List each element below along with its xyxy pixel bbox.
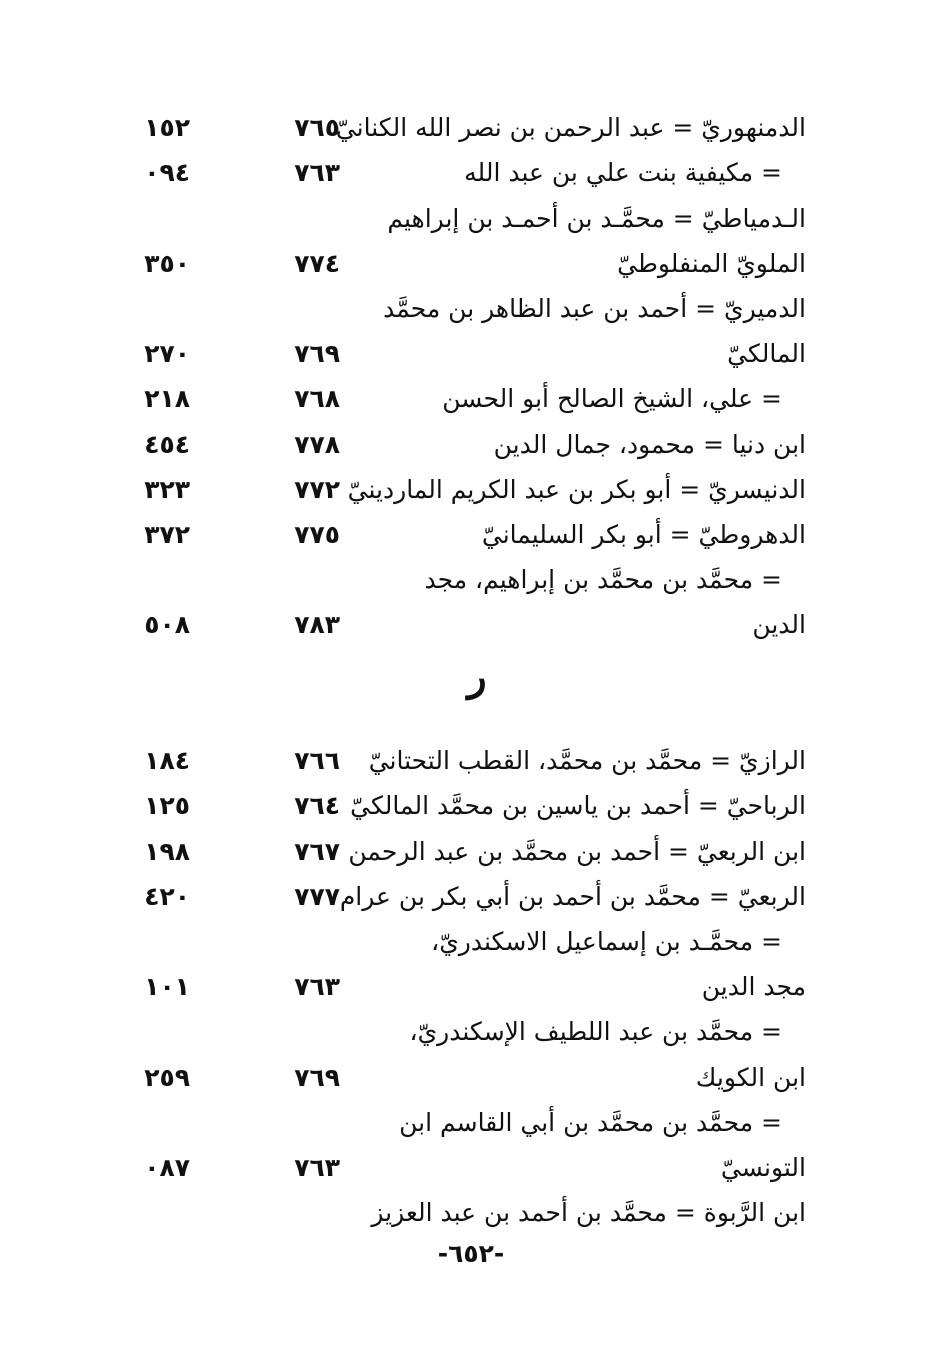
death-year: ٧٦٣ (294, 972, 340, 1001)
death-year: ٧٦٩ (294, 339, 340, 368)
index-entry (0, 106, 942, 150)
index-entry-continuation (0, 1056, 942, 1100)
entry-name: ابن الكويك (695, 1063, 806, 1092)
death-year: ٧٧٧ (294, 882, 340, 911)
entry-name: الدميريّ = أحمد بن عبد الظاهر بن محمَّد (383, 294, 806, 323)
page-number: -٦٥٢- (437, 1239, 505, 1268)
index-entry (0, 287, 942, 331)
entry-name: الرازيّ = محمَّد بن محمَّد، القطب التحتانيّ (368, 746, 806, 775)
entry-name: ابن الربعيّ = أحمد بن محمَّد بن عبد الرحمن (348, 837, 806, 866)
page-ref: ٤٥٤ (144, 430, 190, 459)
entry-name: = علي، الشيخ الصالح أبو الحسن (442, 384, 782, 413)
entry-name: الدمنهوريّ = عبد الرحمن بن نصر الله الكنانيّ (335, 113, 806, 142)
index-entry (0, 1191, 942, 1235)
entry-name: ابن الرَّبوة = محمَّد بن أحمد بن عبد العزيز (371, 1198, 806, 1227)
index-entry (0, 558, 942, 602)
index-entry (0, 377, 942, 421)
index-entry (0, 513, 942, 557)
entry-name: = محمَّد بن محمَّد بن أبي القاسم ابن (399, 1108, 782, 1137)
death-year: ٧٦٣ (294, 158, 340, 187)
page-ref: ٤٢٠ (144, 882, 190, 911)
entry-name: = مكيفية بنت علي بن عبد الله (464, 158, 782, 187)
entry-name: = محمَّـد بن إسماعيل الاسكندريّ، (431, 927, 782, 956)
entry-name: المالكيّ (727, 339, 806, 368)
index-entry (0, 830, 942, 874)
death-year: ٧٧٨ (294, 430, 340, 459)
death-year: ٧٨٣ (294, 610, 340, 639)
section-letter-heading (0, 652, 942, 702)
index-entry (0, 784, 942, 828)
index-entry-continuation (0, 332, 942, 376)
entry-name: الرباحيّ = أحمد بن ياسين بن محمَّد المالكيّ (350, 791, 806, 820)
page-ref: ١٢٥ (144, 791, 190, 820)
entry-name: الملويّ المنفلوطيّ (617, 249, 806, 278)
entry-name: الـدمياطيّ = محمَّـد بن أحمـد بن إبراهيم (387, 204, 806, 233)
index-entry (0, 468, 942, 512)
death-year: ٧٦٥ (294, 113, 340, 142)
index-entry (0, 1010, 942, 1054)
entry-name: ابن دنيا = محمود، جمال الدين (493, 430, 806, 459)
entry-name: = محمَّد بن عبد اللطيف الإسكندريّ، (409, 1017, 782, 1046)
death-year: ٧٧٤ (294, 249, 340, 278)
page-ref: ٠٨٧ (144, 1153, 190, 1182)
page-ref: ١٩٨ (144, 837, 190, 866)
entry-name: مجد الدين (701, 972, 806, 1001)
index-entry (0, 151, 942, 195)
page-number-footer (0, 1234, 942, 1274)
death-year: ٧٦٦ (294, 746, 340, 775)
page-ref: ٣٧٢ (144, 520, 190, 549)
page-ref: ٣٥٠ (144, 249, 190, 278)
index-entry (0, 875, 942, 919)
index-entry (0, 197, 942, 241)
index-entry-continuation (0, 603, 942, 647)
page-ref: ١٨٤ (144, 746, 190, 775)
page-ref: ٢٥٩ (144, 1063, 190, 1092)
page-ref: ١٠١ (144, 972, 190, 1001)
death-year: ٧٦٣ (294, 1153, 340, 1182)
page-ref: ٣٢٣ (144, 475, 190, 504)
death-year: ٧٦٨ (294, 384, 340, 413)
page-ref: ١٥٢ (144, 113, 190, 142)
entry-name: = محمَّد بن محمَّد بن إبراهيم، مجد (424, 565, 782, 594)
index-entry-continuation (0, 965, 942, 1009)
index-entry (0, 739, 942, 783)
index-entry-continuation (0, 1146, 942, 1190)
index-entry (0, 1101, 942, 1145)
entry-name: الدنيسريّ = أبو بكر بن عبد الكريم الماردينيّ (347, 475, 806, 504)
index-entry (0, 920, 942, 964)
page-ref: ٢٧٠ (144, 339, 190, 368)
index-entry-continuation (0, 242, 942, 286)
death-year: ٧٧٢ (294, 475, 340, 504)
death-year: ٧٧٥ (294, 520, 340, 549)
entry-name: الدهروطيّ = أبو بكر السليمانيّ (481, 520, 806, 549)
section-letter: ر (467, 653, 487, 700)
death-year: ٧٦٧ (294, 837, 340, 866)
death-year: ٧٦٤ (294, 791, 340, 820)
entry-name: التونسيّ (720, 1153, 806, 1182)
index-entry (0, 423, 942, 467)
page-ref: ٠٩٤ (144, 158, 190, 187)
death-year: ٧٦٩ (294, 1063, 340, 1092)
page-ref: ٥٠٨ (144, 610, 190, 639)
entry-name: الربعيّ = محمَّد بن أحمد بن أبي بكر بن عرام (339, 882, 806, 911)
entry-name: الدين (752, 610, 806, 639)
page-ref: ٢١٨ (144, 384, 190, 413)
